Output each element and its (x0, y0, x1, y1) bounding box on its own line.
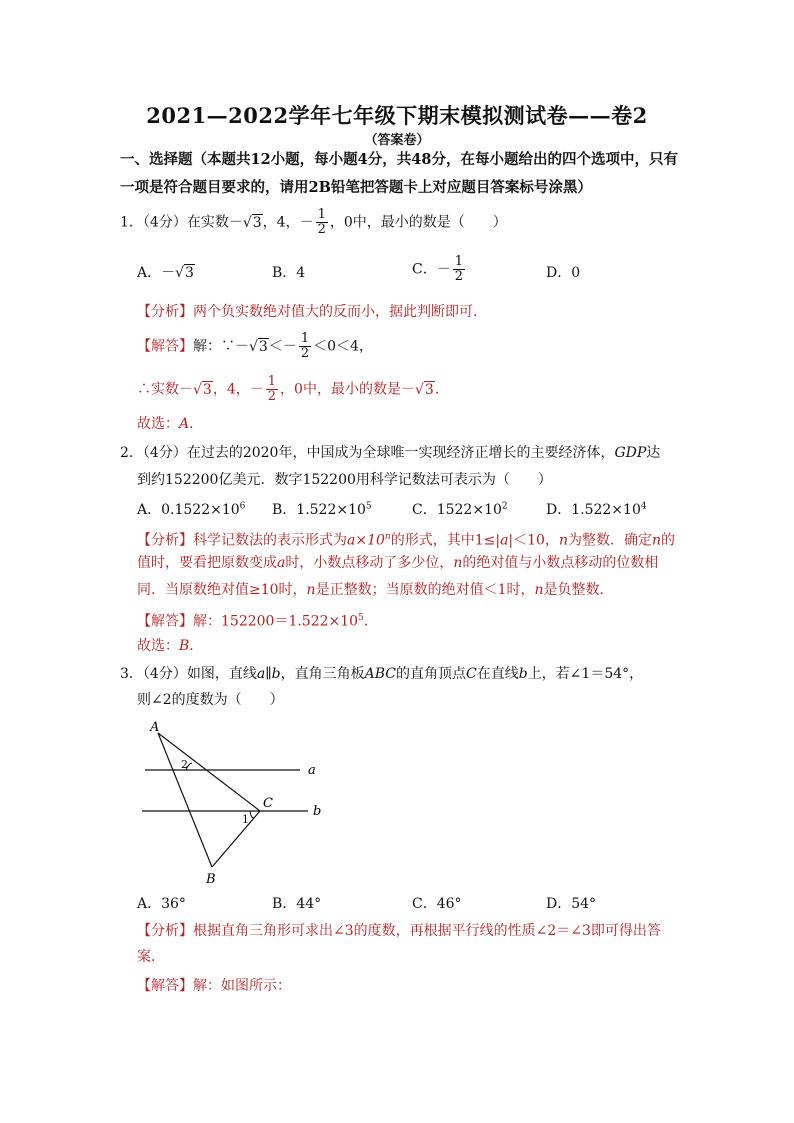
q3-option-c: C．46° (412, 896, 462, 912)
label-line-b: b (313, 804, 322, 819)
label-line-a: a (308, 763, 316, 778)
q1-analysis: 【分析】两个负实数绝对值大的反而小，据此判断即可． (137, 304, 487, 320)
fraction: $\frac{1}{2}$ (454, 254, 463, 284)
q3-stem-line-2: 则∠2的度数为（ ） (137, 692, 284, 708)
q2-stem-line-2: 到约152200亿美元．数字152200用科学记数法可表示为（ ） (137, 472, 552, 488)
label-angle-1: 1 (242, 813, 249, 826)
q3-analysis-line-2: 案． (137, 949, 165, 965)
q1-choice: 故选：A． (137, 416, 204, 432)
q1-option-c: C．－ $\frac{1}{2}$ (412, 254, 463, 284)
q1-option-b: B．4 (272, 265, 306, 281)
q3-option-b: B．44° (272, 896, 322, 912)
label-angle-2: 2 (181, 758, 188, 771)
q2-choice: 故选：B． (137, 638, 204, 654)
page-title: 2021—2022学年七年级下期末模拟测试卷——卷2 (146, 103, 648, 128)
q2-option-a: A．$0.1522\times 10^6$ (137, 501, 246, 518)
fraction: $\frac{1}{2}$ (317, 207, 326, 237)
sqrt-symbol: √3 (249, 338, 268, 355)
q3-option-a: A．36° (137, 896, 186, 912)
q3-analysis-line-1: 【分析】根据直角三角形可求出∠3的度数，再根据平行线的性质∠2＝∠3即可得出答 (137, 923, 661, 939)
q3-answer: 【解答】解：如图所示： (137, 978, 291, 994)
side-bc (212, 811, 260, 867)
sqrt-symbol: √3 (175, 265, 194, 281)
label-A: A (150, 720, 160, 735)
fraction: $\frac{1}{2}$ (300, 331, 310, 361)
q1-option-a: A．－√3 (137, 265, 194, 281)
q2-analysis-line-3: 同．当原数绝对值≥10时，n是正整数；当原数的绝对值＜1时，n是负整数． (137, 582, 614, 598)
section-line-1: 一、选择题（本题共12小题，每小题4分，共48分，在每小题给出的四个选项中，只有 (120, 151, 678, 168)
q1-conclusion: ∴实数－√3，4，－ $\frac{1}{2}$ ，0中，最小的数是－√3． (137, 374, 449, 404)
section-line-2: 一项是符合题目要求的，请用2B铅笔把答题卡上对应题目答案标号涂黑） (120, 179, 592, 196)
sqrt-symbol: √3 (242, 214, 262, 231)
q2-analysis-line-1: 【分析】科学记数法的表示形式为$a\times 10^n$的形式，其中1≤|a|＜10，n为整数．确定n的 (137, 532, 676, 549)
label-B: B (206, 872, 216, 887)
label-C: C (263, 796, 273, 811)
q2-option-d: D．$1.522\times 10^4$ (546, 501, 647, 518)
q2-stem-line-1: 2．（4分）在过去的2020年，中国成为全球唯一实现经济正增长的主要经济体，GDP达 (120, 445, 661, 461)
q3-stem-line-1: 3．（4分）如图，直线a∥b，直角三角板ABC的直角顶点C在直线b上，若∠1＝54°， (120, 666, 644, 682)
section-heading (120, 146, 680, 202)
q2-option-b: B．$1.522\times 10^5$ (272, 501, 372, 518)
q2-answer: 【解答】解：$152200=1.522\times 10^5$． (137, 613, 378, 630)
q3-option-d: D．54° (546, 896, 597, 912)
page-subtitle: （答案卷） (364, 133, 430, 148)
q1-option-d: D．0 (546, 265, 581, 281)
sqrt-symbol: √3 (414, 381, 434, 398)
sqrt-symbol: √3 (193, 381, 212, 398)
q2-analysis-line-2: 值时，要看把原数变成a时，小数点移动了多少位，n的绝对值与小数点移动的位数相 (137, 555, 659, 571)
q1-stem: 1．（4分）在实数－√3，4，－ $\frac{1}{2}$ ，0中，最小的数是（ ） (120, 207, 507, 237)
q1-answer: 【解答】解：∵－√3＜－ $\frac{1}{2}$ ＜0＜4， (137, 331, 373, 361)
angle-1-arc (250, 811, 254, 818)
geometry-figure (130, 715, 340, 890)
q2-option-c: C．$1522\times 10^2$ (412, 501, 508, 518)
fraction: $\frac{1}{2}$ (267, 374, 277, 404)
